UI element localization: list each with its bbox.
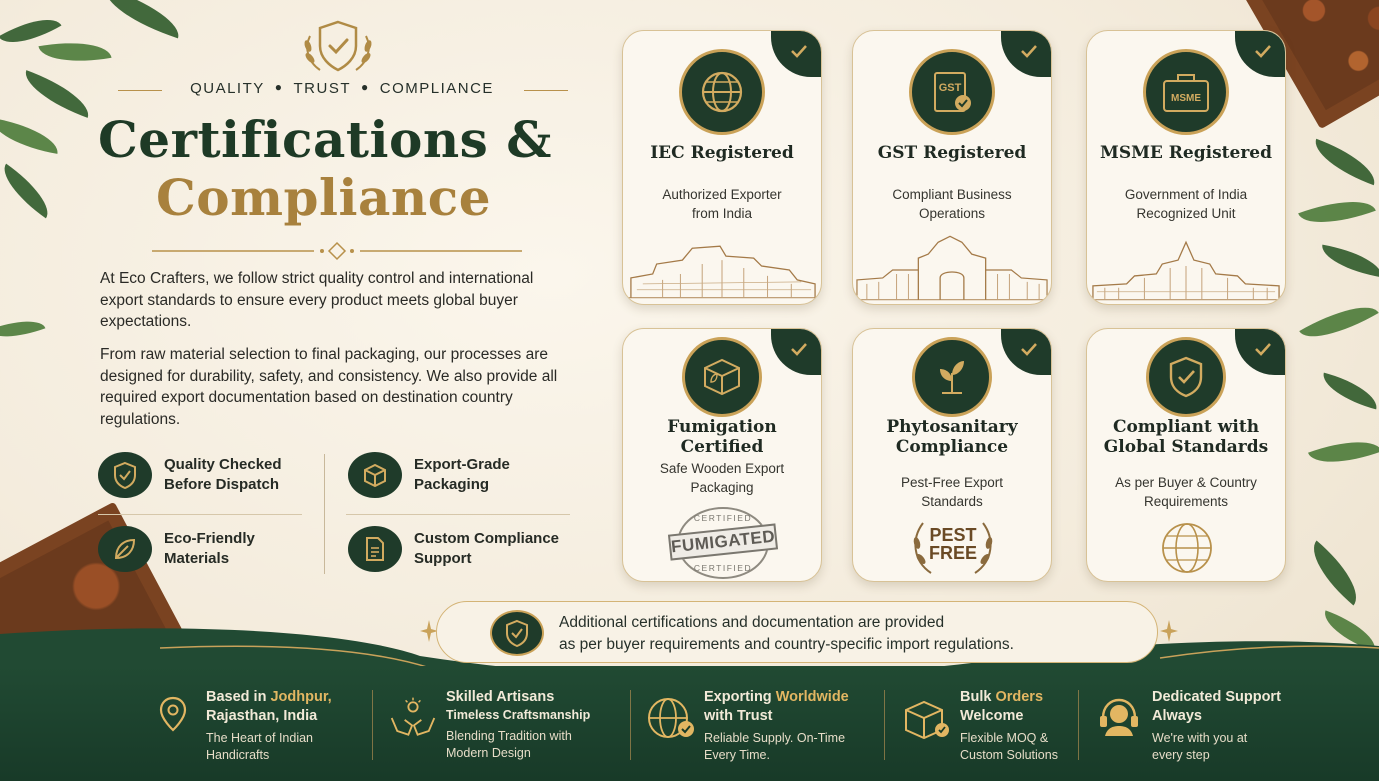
card-corner xyxy=(771,329,821,375)
bottom-item-title: Bulk xyxy=(960,689,996,705)
gst-certificate-icon xyxy=(909,49,995,135)
feature-item xyxy=(98,452,314,498)
palace-sketch-illustration xyxy=(1087,234,1285,304)
pest-free-stamp xyxy=(909,515,997,577)
shield-laurel-crest-icon xyxy=(296,18,380,76)
card-corner xyxy=(1235,31,1285,77)
card-corner xyxy=(1235,329,1285,375)
feature-item xyxy=(348,452,564,498)
bottom-item-title: Welcome xyxy=(960,708,1024,724)
ornamental-divider xyxy=(152,241,522,261)
gate-sketch-illustration xyxy=(853,234,1051,304)
card-subtitle: As per Buyer & Country Requirements xyxy=(1115,475,1257,509)
stamp-caption: CERTIFIED xyxy=(693,563,753,573)
feature-item xyxy=(348,526,564,572)
globe-icon xyxy=(1153,521,1221,575)
globe-icon xyxy=(679,49,765,135)
tagline-word: COMPLIANCE xyxy=(379,80,494,97)
note-line: Additional certifications and documentation are provided xyxy=(559,614,945,631)
bottom-item-subtitle: Flexible MOQ & Custom Solutions xyxy=(960,731,1058,762)
stamp-text: PEST xyxy=(929,525,977,545)
globe-check-icon xyxy=(646,696,696,746)
card-corner xyxy=(1001,31,1051,77)
card-subtitle: Pest-Free Export Standards xyxy=(900,475,1004,509)
bottom-separator xyxy=(1078,690,1079,760)
tagline-word: QUALITY xyxy=(190,80,265,97)
feature-label: Custom Compliance Support xyxy=(414,530,560,567)
msme-icon-text: MSME xyxy=(1171,93,1201,104)
intro-paragraph: From raw material selection to final packaging, our processes are designed for durability, safety, and consistency. We also provide all required export documentation based on destination country regulations. xyxy=(100,346,558,428)
card-title: Phytosanitary Compliance xyxy=(886,417,1018,457)
msme-briefcase-icon xyxy=(1143,49,1229,135)
additional-certifications-note xyxy=(436,601,1158,663)
certification-card-msme xyxy=(1086,30,1286,305)
bottom-item-worldwide xyxy=(646,688,874,764)
bottom-item-subtitle: Blending Tradition with Modern Design xyxy=(446,729,572,760)
card-subtitle: Compliant Business Operations xyxy=(892,187,1012,221)
card-corner xyxy=(771,31,821,77)
bottom-item-location xyxy=(148,688,346,764)
bottom-item-title: Skilled Artisans xyxy=(446,689,555,705)
bottom-separator xyxy=(884,690,885,760)
document-icon xyxy=(348,526,402,572)
bottom-item-highlight: Jodhpur, xyxy=(270,689,332,705)
feature-label: Export-Grade Packaging xyxy=(414,456,510,493)
bottom-item-subtitle: The Heart of Indian Handicrafts xyxy=(206,731,314,762)
certification-card-phytosanitary xyxy=(852,328,1052,582)
fort-sketch-illustration xyxy=(623,234,821,304)
check-icon xyxy=(1253,341,1273,357)
sparkle-icon xyxy=(1160,620,1178,642)
page-title-line1: Certifications & xyxy=(98,110,552,169)
bottom-item-subtitle: Reliable Supply. On-Time Every Time. xyxy=(704,731,846,762)
headset-icon xyxy=(1094,696,1144,746)
stamp-text: FREE xyxy=(928,543,977,563)
bottom-item-artisans xyxy=(388,688,596,762)
card-corner xyxy=(1001,329,1051,375)
check-icon xyxy=(1019,341,1039,357)
box-icon xyxy=(348,452,402,498)
bottom-item-title: Based in xyxy=(206,689,271,705)
bottom-separator xyxy=(372,690,373,760)
bottom-item-title: Exporting xyxy=(704,689,776,705)
shield-check-icon xyxy=(1146,337,1226,417)
fumigated-stamp xyxy=(669,507,777,579)
boxes-icon xyxy=(902,696,952,746)
bottom-item-title: with Trust xyxy=(704,708,773,724)
card-subtitle: Authorized Exporter from India xyxy=(662,187,782,221)
bottom-item-title: Always xyxy=(1152,708,1202,724)
crate-icon xyxy=(682,337,762,417)
bottom-item-support xyxy=(1094,688,1281,764)
card-subtitle: Safe Wooden Export Packaging xyxy=(659,461,785,495)
check-icon xyxy=(789,43,809,59)
certification-card-iec xyxy=(622,30,822,305)
check-icon xyxy=(1019,43,1039,59)
feature-label: Quality Checked Before Dispatch xyxy=(164,456,282,493)
bottom-item-highlight: Worldwide xyxy=(775,689,849,705)
check-icon xyxy=(789,341,809,357)
note-text xyxy=(559,612,1014,656)
tagline-word: TRUST xyxy=(293,80,351,97)
feature-item xyxy=(98,526,314,572)
tagline: QUALITY ● TRUST ● COMPLIANCE xyxy=(190,80,494,97)
bottom-item-highlight: Orders xyxy=(995,689,1044,705)
bottom-item-bulk-orders xyxy=(902,688,1080,764)
stamp-caption: CERTIFIED xyxy=(693,513,753,523)
gst-icon-text: GST xyxy=(938,82,962,94)
bottom-item-subtitle: We're with you at every step xyxy=(1152,731,1248,762)
card-title: GST Registered xyxy=(877,143,1027,163)
location-pin-icon xyxy=(148,696,198,746)
card-title: Fumigation Certified xyxy=(667,417,777,457)
tagline-rule xyxy=(524,90,568,91)
card-title: MSME Registered xyxy=(1100,143,1272,163)
intro-paragraph: At Eco Crafters, we follow strict quality control and international export standards to ensure every product meets global buyer expectations. xyxy=(100,270,534,330)
certification-card-fumigation xyxy=(622,328,822,582)
note-line: as per buyer requirements and country-specific import regulations. xyxy=(559,636,1014,653)
feature-grid xyxy=(98,452,576,580)
bottom-item-title: Timeless Craftsmanship xyxy=(446,708,591,722)
check-icon xyxy=(1253,43,1273,59)
card-title: IEC Registered xyxy=(650,143,794,163)
feature-label: Eco-Friendly Materials xyxy=(164,530,255,567)
shield-check-icon xyxy=(98,452,152,498)
artisan-hands-icon xyxy=(388,696,438,746)
certification-card-gst xyxy=(852,30,1052,305)
leaf-icon xyxy=(98,526,152,572)
stamp-text: FUMIGATED xyxy=(668,523,778,560)
card-title: Compliant with Global Standards xyxy=(1103,417,1269,457)
page-title-line2: Compliance xyxy=(156,168,492,227)
plant-icon xyxy=(912,337,992,417)
certification-card-global-standards xyxy=(1086,328,1286,582)
bottom-item-title: Dedicated Support xyxy=(1152,689,1281,705)
bottom-separator xyxy=(630,690,631,760)
shield-check-icon xyxy=(490,610,544,656)
bottom-item-title: Rajasthan, India xyxy=(206,708,318,724)
card-subtitle: Government of India Recognized Unit xyxy=(1124,187,1248,221)
